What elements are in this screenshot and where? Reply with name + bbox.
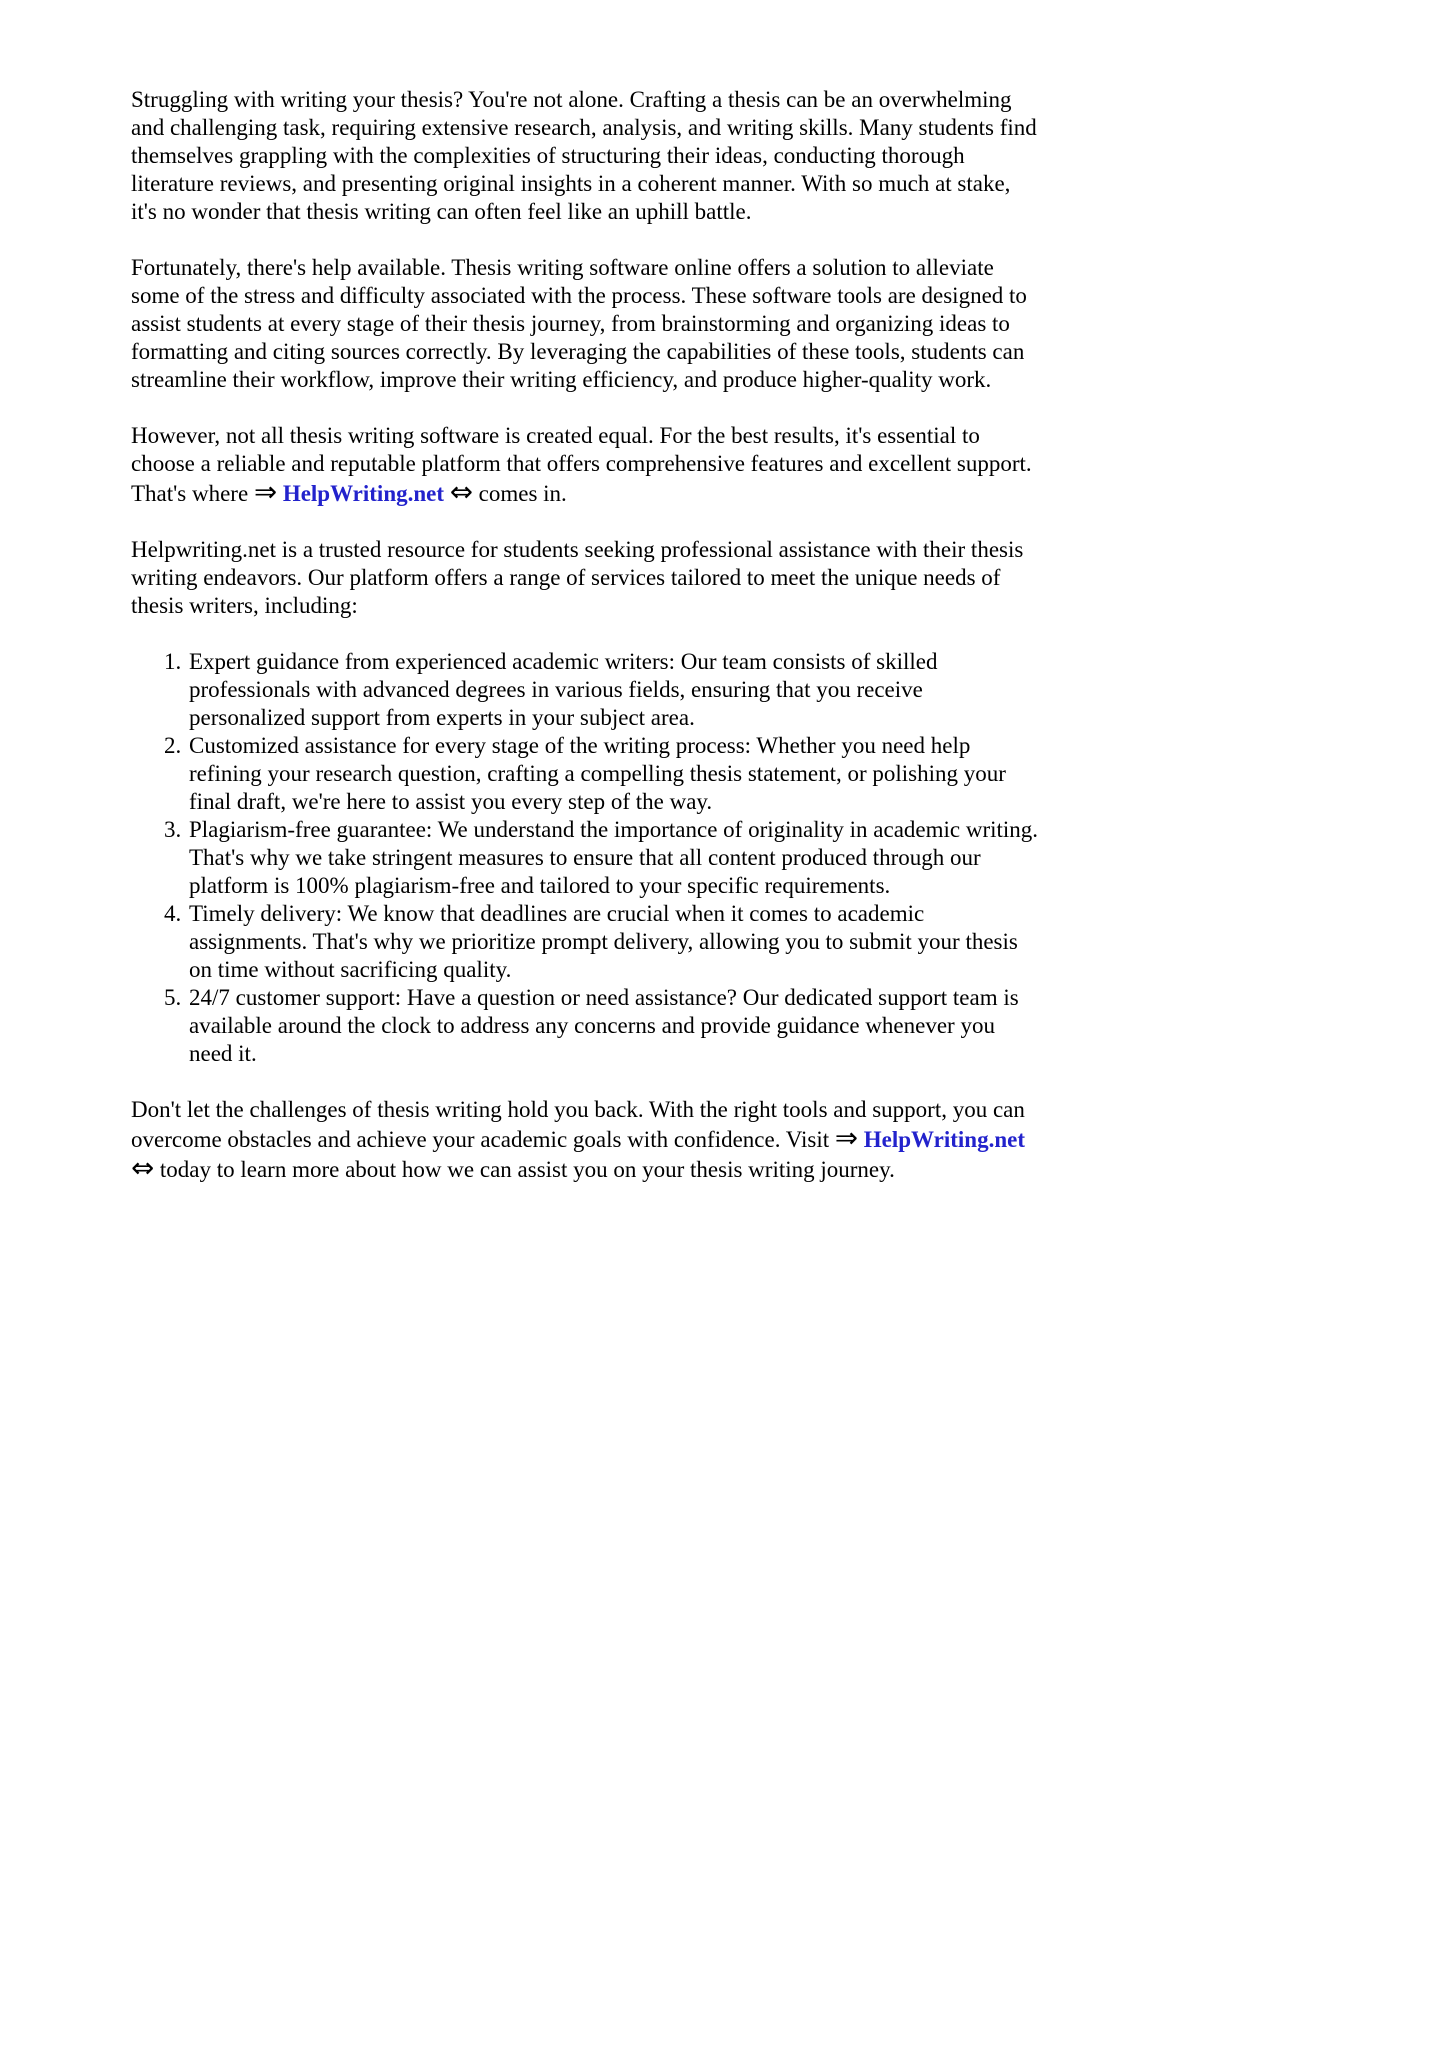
right-double-arrow-icon: ⇒: [834, 1121, 859, 1154]
list-item-plagiarism-free: 3. Plagiarism-free guarantee: We understand the importance of originality in academic writing. That's why we take stringent measures to ensure that all content produced through our platform is 100% plagiarism-free and tailored to your specific requirements.: [187, 816, 1042, 900]
paragraph-closing: [131, 1096, 1042, 1184]
right-double-arrow-icon: ⇒: [253, 475, 278, 508]
paragraph-choose-platform: [131, 422, 1042, 508]
helpwriting-link-closing[interactable]: HelpWriting.net: [863, 1127, 1025, 1152]
list-item-customer-support: 5. 24/7 customer support: Have a question or need assistance? Our dedicated support team is available around the clock to address any concerns and provide guidance whenever you need it.: [187, 984, 1042, 1068]
paragraph-intro: Struggling with writing your thesis? You're not alone. Crafting a thesis can be an overwhelming and challenging task, requiring extensive research, analysis, and writing skills. Many students find themselves grappling with the complexities of structuring their ideas, conducting thorough literature reviews, and presenting original insights in a coherent manner. With so much at stake, it's no wonder that thesis writing can often feel like an uphill battle.: [131, 87, 1037, 224]
paragraph-choose-tail: comes in.: [478, 481, 567, 506]
paragraph-software-help: Fortunately, there's help available. Thesis writing software online offers a solution to alleviate some of the stress and difficulty associated with the process. These software tools are designed to assist students at every stage of their thesis journey, from brainstorming and organizing ideas to formatting and citing sources correctly. By leveraging the capabilities of these tools, students can streamline their workflow, improve their writing efficiency, and produce higher-quality work.: [131, 255, 1027, 392]
paragraph-closing-text: Don't let the challenges of thesis writing hold you back. With the right tools and support, you can overcome obstacles and achieve your academic goals with confidence. Visit: [131, 1097, 1025, 1152]
left-right-double-arrow-icon: ⇔: [131, 1151, 155, 1184]
list-item-timely-delivery: 4. Timely delivery: We know that deadlines are crucial when it comes to academic assignments. That's why we prioritize prompt delivery, allowing you to submit your thesis on time without sacrificing quality.: [187, 900, 1042, 984]
left-right-double-arrow-icon: ⇔: [449, 475, 473, 508]
paragraph-choose-text: However, not all thesis writing software is created equal. For the best results, it's essential to choose a reliable and reputable platform that offers comprehensive features and excellent support. That's where: [131, 423, 1032, 506]
paragraph-services-intro: Helpwriting.net is a trusted resource for students seeking professional assistance with their thesis writing endeavors. Our platform offers a range of services tailored to meet the unique needs of thesis writers, including:: [131, 537, 1024, 618]
services-list: [131, 648, 1042, 1068]
helpwriting-link[interactable]: HelpWriting.net: [282, 481, 445, 506]
list-item-expert-guidance: 1. Expert guidance from experienced academic writers: Our team consists of skilled professionals with advanced degrees in various fields, ensuring that you receive personalized support from experts in your subject area.: [187, 648, 1042, 732]
paragraph-closing-tail: today to learn more about how we can assist you on your thesis writing journey.: [159, 1157, 895, 1182]
list-item-customized-assistance: 2. Customized assistance for every stage of the writing process: Whether you need help refining your research question, crafting a compelling thesis statement, or polishing your final draft, we're here to assist you every step of the way.: [187, 732, 1042, 816]
